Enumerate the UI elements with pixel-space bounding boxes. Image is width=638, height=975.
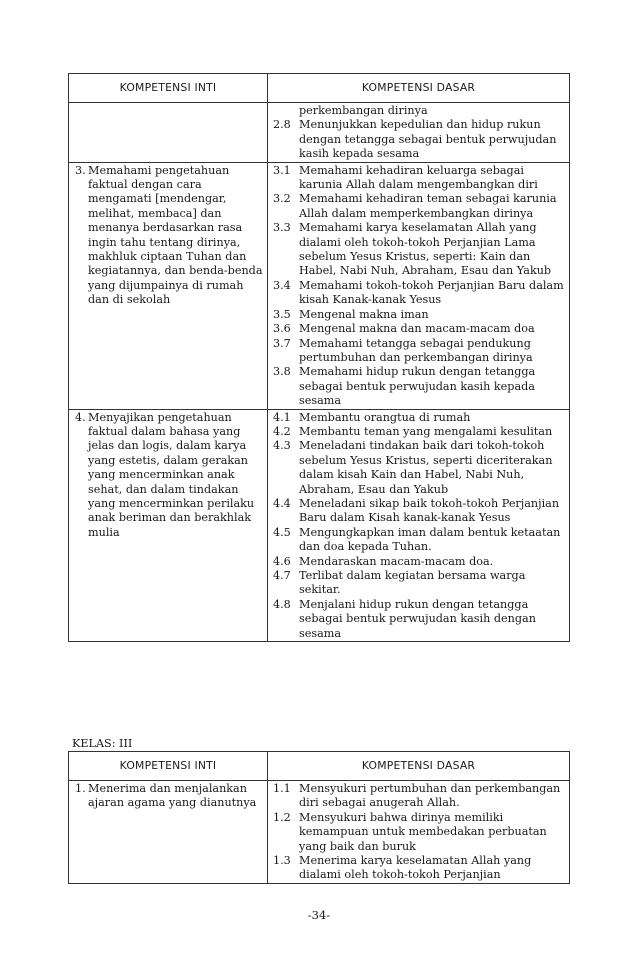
kd-text: Meneladani sikap baik tokoh-tokoh Perjanjian Baru dalam Kisah kanak-kanak Yesus [299, 496, 560, 525]
kd-item [273, 439, 565, 497]
kd-number: 1.2 [273, 810, 291, 824]
kd-item [273, 322, 565, 336]
competency-table-2 [68, 751, 570, 884]
kd-text: Membantu orangtua di rumah [299, 410, 471, 424]
ki-item [75, 411, 263, 541]
kd-text: Memahami tokoh-tokoh Perjanjian Baru dalam kisah Kanak-kanak Yesus [299, 278, 564, 307]
ki-item [75, 164, 263, 308]
kd-number: 4.4 [273, 496, 291, 510]
kd-number: 4.2 [273, 424, 291, 438]
kd-text: Memahami karya keselamatan Allah yang dialami oleh tokoh-tokoh Perjanjian Lama sebelum Yesus Kristus, seperti: Kain dan Habel, Nabi Nuh, Abraham, Esau dan Yakub [299, 221, 552, 278]
ki-number: 4. [75, 410, 86, 424]
kd-text: Mengenal makna dan macam-macam doa [299, 322, 535, 336]
kd-number: 3.7 [273, 336, 291, 350]
header-kompetensi-dasar: KOMPETENSI DASAR [268, 74, 570, 103]
kd-number: 4.5 [273, 525, 291, 539]
kd-text: Meneladani tindakan baik dari tokoh-tokoh sebelum Yesus Kristus, seperti diceriterakan dalam kisah Kain dan Habel, Nabi Nuh, Abraham, Esau dan Yakub [299, 439, 553, 496]
table-header-row [69, 74, 570, 103]
ki-item [75, 782, 263, 811]
kd-item [273, 425, 565, 439]
kompetensi-inti-cell [69, 409, 268, 642]
kelas-label: KELAS: III [72, 737, 133, 750]
kompetensi-inti-cell [69, 103, 268, 163]
ki-number: 1. [75, 782, 86, 795]
table-row [69, 103, 570, 163]
kompetensi-dasar-cell [268, 103, 570, 163]
kd-item [273, 569, 565, 598]
kd-item [273, 365, 565, 408]
kompetensi-dasar-cell [268, 162, 570, 409]
kd-item [273, 598, 565, 641]
kd-number: 3.3 [273, 221, 291, 235]
kd-number: 4.3 [273, 439, 291, 453]
kd-number: 4.7 [273, 569, 291, 582]
ki-text: Menerima dan menjalankan ajaran agama yang dianutnya [88, 782, 257, 810]
ki-text: Memahami pengetahuan faktual dengan cara mengamati [mendengar, melihat, membaca] dan menanya berdasarkan rasa ingin tahu tentang dirinya, makhluk ciptaan Tuhan dan kegiatannya, dan benda-benda yang dijumpainya di rumah dan di sekolah [88, 163, 263, 307]
kd-item [273, 337, 565, 366]
kd-number: 3.4 [273, 278, 291, 292]
kompetensi-inti-cell [69, 781, 268, 884]
kd-text: Memahami hidup rukun dengan tetangga sebagai bentuk perwujudan kasih kepada sesama [299, 365, 536, 408]
kompetensi-dasar-cell [268, 409, 570, 642]
kd-number: 3.1 [273, 163, 291, 177]
kompetensi-inti-cell [69, 162, 268, 409]
kd-number: 1.1 [273, 782, 291, 795]
kd-number: 2.8 [273, 118, 291, 132]
ki-text: Menyajikan pengetahuan faktual dalam bahasa yang jelas dan logis, dalam karya yang estetis, dalam gerakan yang mencerminkan anak sehat, dan dalam tindakan yang mencerminkan perilaku anak beriman dan berakhlak mulia [88, 410, 255, 539]
kd-item [273, 192, 565, 221]
kompetensi-dasar-cell [268, 781, 570, 884]
kd-text: Memahami kehadiran keluarga sebagai karunia Allah dalam mengembangkan diri [299, 163, 538, 192]
kd-item [273, 118, 565, 161]
kd-text: Mensyukuri pertumbuhan dan perkembangan diri sebagai anugerah Allah. [299, 782, 561, 810]
kd-number: 4.6 [273, 554, 291, 568]
competency-table-1 [68, 73, 570, 642]
kd-text: Mensyukuri bahwa dirinya memiliki kemampuan untuk membedakan perbuatan yang baik dan buruk [299, 810, 547, 853]
kd-text: Memahami tetangga sebagai pendukung pertumbuhan dan perkembangan dirinya [299, 336, 533, 364]
kd-text: Mengungkapkan iman dalam bentuk ketaatan dan doa kepada Tuhan. [299, 525, 561, 554]
kd-item [273, 811, 565, 854]
kd-text: Menjalani hidup rukun dengan tetangga sebagai bentuk perwujudan kasih dengan sesama [299, 597, 536, 640]
kd-item [273, 308, 565, 322]
table-header-row [69, 752, 570, 781]
kd-item [273, 164, 565, 193]
kd-number: 3.8 [273, 365, 291, 379]
kd-continuation-text: perkembangan dirinya [299, 104, 428, 117]
kd-item [273, 782, 565, 811]
page-number: -34- [307, 908, 331, 922]
kd-item [273, 526, 565, 555]
kd-text: Memahami kehadiran teman sebagai karunia Allah dalam memperkembangkan dirinya [299, 192, 557, 220]
kd-text: Membantu teman yang mengalami kesulitan [299, 424, 553, 438]
kd-text: Terlibat dalam kegiatan bersama warga sekitar. [299, 569, 526, 597]
kd-item [273, 221, 565, 279]
kd-item [273, 279, 565, 308]
kd-text: Menunjukkan kepedulian dan hidup rukun dengan tetangga sebagai bentuk perwujudan kasih kepada sesama [299, 118, 557, 161]
kd-text: Mendaraskan macam-macam doa. [299, 554, 494, 568]
table-row [69, 409, 570, 642]
header-kompetensi-dasar: KOMPETENSI DASAR [268, 752, 570, 781]
kd-number: 1.3 [273, 854, 291, 868]
kd-item [273, 555, 565, 569]
kd-number: 3.6 [273, 322, 291, 336]
kd-number: 4.8 [273, 597, 291, 611]
kd-item [273, 854, 565, 883]
kd-text: Mengenal makna iman [299, 307, 429, 321]
ki-number: 3. [75, 163, 86, 177]
table-row [69, 781, 570, 884]
header-kompetensi-inti: KOMPETENSI INTI [69, 74, 268, 103]
kd-item [273, 497, 565, 526]
kd-number: 3.2 [273, 192, 291, 206]
kd-text: Menerima karya keselamatan Allah yang dialami oleh tokoh-tokoh Perjanjian [299, 854, 532, 882]
header-kompetensi-inti: KOMPETENSI INTI [69, 752, 268, 781]
table-row [69, 162, 570, 409]
kd-number: 3.5 [273, 307, 291, 321]
kd-item [273, 411, 565, 425]
kd-number: 4.1 [273, 410, 291, 424]
